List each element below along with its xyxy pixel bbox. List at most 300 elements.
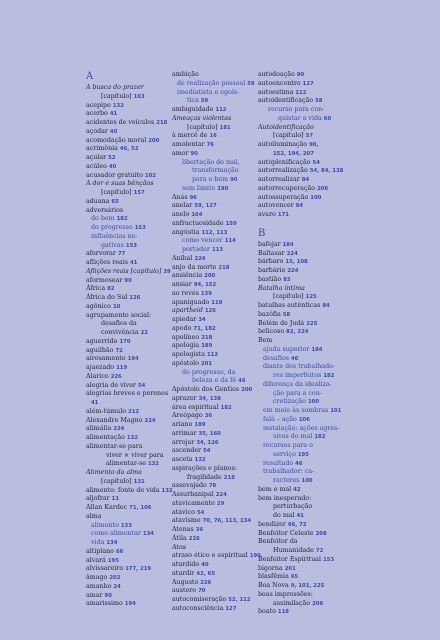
entry-term: recurso para con- bbox=[268, 106, 325, 113]
index-entry bbox=[258, 530, 362, 539]
entry-term: Aflições reais [capítulo] bbox=[86, 267, 162, 275]
page-number: 194 bbox=[124, 601, 136, 608]
index-entry bbox=[258, 495, 362, 504]
index-entry bbox=[86, 303, 184, 312]
index-entry bbox=[258, 124, 362, 133]
entry-term: angústia bbox=[172, 228, 200, 236]
page-number: 224 bbox=[215, 492, 227, 498]
entry-term: Baltasar bbox=[258, 249, 285, 257]
entry-term: agrupamento social: bbox=[86, 311, 152, 319]
page-number: 59 bbox=[200, 98, 209, 105]
entry-term: asceta bbox=[172, 456, 193, 463]
entry-term: diferença da idealiza- bbox=[263, 380, 332, 388]
page-number: 42, 65 bbox=[196, 570, 216, 577]
entry-term: acerbo bbox=[86, 110, 108, 118]
entry-term: sem limite bbox=[182, 184, 216, 192]
index-entry bbox=[258, 293, 362, 302]
page-number: 159 bbox=[225, 220, 237, 227]
page-number: 200 bbox=[241, 387, 253, 393]
page-number: 182 bbox=[220, 404, 232, 411]
entry-term: Benfeitor da bbox=[258, 538, 298, 546]
page-number: 39 bbox=[163, 268, 171, 275]
index-entry bbox=[86, 242, 184, 251]
entry-term: bárbaro bbox=[258, 258, 284, 266]
page-number: 15, 108 bbox=[285, 259, 308, 266]
index-entry bbox=[258, 276, 362, 285]
page-number: 132 bbox=[126, 435, 138, 441]
index-entry bbox=[86, 268, 184, 277]
entry-term: Autoidentificação bbox=[258, 123, 314, 131]
index-entry bbox=[86, 145, 184, 154]
entry-term: boas impressões: bbox=[258, 590, 313, 598]
entry-term: assimilação bbox=[273, 599, 311, 607]
index-column-3 bbox=[258, 71, 362, 617]
entry-term: apologista bbox=[172, 351, 205, 358]
entry-term: autodoação bbox=[258, 71, 295, 78]
entry-term: viver × viver para bbox=[106, 451, 164, 459]
page-number: 163 bbox=[133, 93, 145, 100]
section-letter-b: B bbox=[258, 227, 266, 239]
page-number: 182 bbox=[323, 373, 335, 379]
entry-term: Batalha íntima bbox=[258, 284, 305, 292]
index-entry bbox=[258, 71, 362, 80]
index-entry bbox=[86, 364, 184, 373]
index-entry bbox=[258, 486, 362, 495]
entry-term: afervorar bbox=[86, 250, 116, 258]
index-entry bbox=[86, 548, 184, 557]
entry-term: amar bbox=[86, 591, 103, 599]
entry-term: autorrealização bbox=[258, 167, 308, 175]
index-entry bbox=[86, 539, 184, 548]
index-entry bbox=[86, 277, 184, 286]
entry-term: A dor e suas bênçãos bbox=[86, 180, 154, 188]
index-entry bbox=[86, 294, 184, 303]
entry-term: desafios bbox=[263, 354, 289, 362]
entry-term: bendizer bbox=[258, 520, 286, 528]
page-number: 54, 84, 138 bbox=[309, 168, 344, 175]
page-number: 66 bbox=[115, 548, 124, 555]
entry-term: Atenas bbox=[172, 526, 194, 533]
page-number: 201 bbox=[200, 360, 213, 367]
page-number: 77 bbox=[117, 251, 126, 258]
index-entry bbox=[86, 425, 184, 434]
entry-term: ajaezado bbox=[86, 364, 115, 371]
entry-term: do progresso, da bbox=[182, 368, 236, 376]
page-number: 70 bbox=[198, 588, 206, 595]
entry-term: alvissareiro bbox=[86, 565, 124, 573]
entry-term: acepipe bbox=[86, 101, 111, 109]
page-number: 90 bbox=[230, 177, 238, 183]
page-number: 54 bbox=[312, 159, 320, 166]
entry-term: [capítulo] bbox=[273, 293, 304, 301]
entry-term: ao revés bbox=[172, 289, 199, 297]
entry-term: Boa Nova bbox=[258, 582, 289, 589]
page-number: 224 bbox=[287, 268, 299, 274]
entry-term: bazófia bbox=[258, 310, 281, 318]
entry-term: Benfeitor Celeste bbox=[258, 529, 314, 537]
index-entry bbox=[258, 582, 362, 591]
index-entry bbox=[258, 608, 362, 617]
page-number: 41 bbox=[296, 513, 304, 519]
index-entry bbox=[258, 302, 362, 311]
entry-term: transformação bbox=[192, 167, 239, 175]
page-number: 106 bbox=[298, 416, 310, 423]
page-number: 34, 126 bbox=[196, 439, 219, 446]
page-number: 226 bbox=[188, 535, 200, 542]
page-number: 90, bbox=[309, 142, 319, 148]
page-number: 194 bbox=[127, 356, 139, 363]
index-entry bbox=[258, 285, 362, 294]
entry-term: beleza e da fé bbox=[192, 377, 237, 385]
entry-term: airosamente bbox=[86, 355, 126, 363]
entry-term: açodar bbox=[86, 127, 108, 135]
page-number: 54 bbox=[203, 448, 211, 455]
index-entry bbox=[86, 574, 184, 583]
entry-term: arrojar bbox=[172, 438, 195, 446]
page-number: 208 bbox=[315, 530, 327, 537]
entry-term: aduana bbox=[86, 197, 110, 205]
entry-term: Anás bbox=[172, 193, 188, 201]
index-entry bbox=[86, 487, 184, 496]
entry-term: Alarico bbox=[86, 372, 109, 380]
index-entry bbox=[258, 159, 362, 168]
entry-term: África do Sul bbox=[86, 294, 128, 301]
index-entry bbox=[258, 390, 362, 399]
entry-term: falá – ação bbox=[263, 415, 297, 423]
page-number: 225 bbox=[306, 320, 318, 327]
index-entry bbox=[86, 312, 184, 321]
index-entry bbox=[86, 233, 184, 242]
page-number: 36 bbox=[204, 413, 213, 420]
page-number: 36 bbox=[195, 527, 204, 533]
entry-term: alegrias breves e perenes bbox=[86, 390, 169, 398]
index-entry bbox=[258, 202, 362, 211]
entry-term: apiedar bbox=[172, 316, 197, 323]
index-entry bbox=[86, 495, 184, 504]
page-number: 82, 224 bbox=[286, 329, 309, 336]
entry-term: [capítulo] bbox=[273, 132, 304, 140]
page-number: 134 bbox=[106, 540, 118, 546]
index-entry bbox=[258, 573, 362, 582]
index-entry bbox=[86, 102, 184, 111]
index-entry bbox=[86, 172, 184, 181]
entry-term: autoidentificação bbox=[258, 97, 314, 105]
index-entry bbox=[258, 106, 362, 115]
entry-term: racteres bbox=[273, 477, 300, 484]
index-entry bbox=[258, 132, 362, 141]
page-number: 65 bbox=[111, 198, 119, 205]
index-entry bbox=[258, 416, 362, 425]
index-entry bbox=[258, 398, 362, 407]
entry-term: Alimento da alma bbox=[86, 469, 142, 476]
entry-term: aspirações e planos: bbox=[172, 464, 237, 472]
index-column-1 bbox=[86, 71, 184, 609]
index-entry bbox=[86, 137, 184, 146]
index-entry bbox=[258, 538, 362, 547]
entry-term: apolíneo bbox=[172, 333, 200, 341]
entry-term: do mal bbox=[273, 512, 295, 519]
entry-term: Atos bbox=[172, 543, 186, 551]
index-entry bbox=[258, 355, 362, 364]
entry-term: fragilidade bbox=[187, 473, 222, 481]
entry-term: cretização bbox=[273, 398, 306, 406]
page-number: 153 bbox=[134, 225, 146, 231]
entry-term: Augusto bbox=[172, 578, 199, 586]
index-entry bbox=[258, 451, 362, 460]
entry-term: aguerrido bbox=[86, 337, 118, 345]
entry-term: ajuda superior bbox=[263, 345, 310, 353]
page-number: 40 bbox=[201, 562, 209, 568]
page-number: 71, 182 bbox=[193, 325, 216, 332]
entry-term: alimentar-se para bbox=[86, 442, 143, 450]
page-number: 112 bbox=[295, 89, 307, 96]
entry-term: atavicamente bbox=[172, 499, 215, 507]
entry-term: autoiluminação bbox=[258, 141, 308, 148]
entry-term: como alimentar bbox=[91, 530, 141, 538]
index-entry bbox=[258, 167, 362, 176]
entry-term: Assurbanipal bbox=[172, 491, 214, 498]
index-entry bbox=[86, 452, 184, 461]
entry-term: ambição bbox=[172, 71, 199, 78]
page-number: 125 bbox=[305, 294, 317, 301]
page-number: 90 bbox=[296, 72, 305, 78]
entry-term: atávico bbox=[172, 508, 195, 516]
entry-term: atraso ético e espiritual bbox=[172, 552, 248, 560]
entry-term: [capítulo] bbox=[101, 477, 132, 485]
page-number: 200 bbox=[204, 273, 216, 280]
index-entry bbox=[86, 522, 184, 531]
page-number: 132 bbox=[112, 102, 124, 109]
index-entry bbox=[258, 442, 362, 451]
entry-term: autorrealizar bbox=[258, 176, 300, 183]
entry-term: Bem bbox=[258, 337, 273, 344]
index-entry bbox=[86, 119, 184, 128]
page-number: 195 bbox=[107, 557, 119, 564]
page-number: 112, 113 bbox=[201, 229, 228, 236]
entry-term: anelar bbox=[172, 202, 193, 210]
page-number: 70, 76, 113, 134 bbox=[202, 518, 252, 525]
page-number: 100 bbox=[301, 478, 313, 484]
entry-term: Apóstolo dos Gentios bbox=[172, 386, 240, 393]
entry-term: bem e mal bbox=[258, 485, 292, 493]
entry-term: sivas do mal bbox=[273, 433, 313, 441]
page-number: 40 bbox=[109, 128, 118, 135]
index-entry bbox=[258, 600, 362, 609]
index-entry bbox=[86, 592, 184, 601]
page-number: 182 bbox=[314, 434, 326, 441]
entry-term: A busca do prazer bbox=[86, 84, 144, 91]
page-number: 40 bbox=[108, 163, 117, 170]
index-entry bbox=[86, 382, 184, 391]
entry-term: resultado bbox=[263, 459, 294, 467]
index-entry bbox=[258, 250, 362, 259]
entry-term: avaro bbox=[258, 211, 276, 218]
index-entry bbox=[258, 346, 362, 355]
page-number: 226 bbox=[200, 579, 212, 586]
entry-term: autocomiseração bbox=[172, 596, 227, 603]
index-entry bbox=[258, 337, 362, 346]
entry-term: recursos para o bbox=[263, 442, 313, 449]
page-number: 112 bbox=[215, 107, 227, 113]
index-entry bbox=[258, 150, 362, 159]
page-number: 34, 138 bbox=[198, 395, 221, 402]
entry-term: alegria de viver bbox=[86, 381, 136, 389]
page-number: 139 bbox=[200, 290, 212, 297]
page-number: 181 bbox=[219, 124, 231, 131]
page-number: 164 bbox=[191, 212, 203, 218]
entry-term: Benfeitor Espiritual bbox=[258, 555, 322, 563]
entry-term: África bbox=[86, 285, 106, 293]
entry-term: adversários bbox=[86, 206, 124, 214]
index-entry bbox=[86, 355, 184, 364]
page-number: 132 bbox=[161, 487, 173, 494]
index-entry bbox=[258, 556, 362, 565]
page-number: 224 bbox=[144, 417, 156, 424]
index-entry bbox=[86, 110, 184, 119]
index-entry bbox=[86, 583, 184, 592]
entry-term: alimentar-se bbox=[106, 460, 146, 468]
page-number: 72 bbox=[315, 548, 324, 554]
entry-term: autoplenificação bbox=[258, 158, 311, 166]
entry-term: amolentar bbox=[172, 141, 205, 148]
index-entry bbox=[86, 443, 184, 452]
entry-term: ambiguidade bbox=[172, 106, 214, 113]
entry-term: autoencontro bbox=[258, 79, 301, 87]
entry-term: aguilhão bbox=[86, 346, 114, 354]
page-number: 152, 194, 207 bbox=[273, 150, 314, 157]
entry-term: apaniguado bbox=[172, 298, 210, 306]
index-entry bbox=[86, 320, 184, 329]
page-number: 84 bbox=[295, 203, 304, 210]
entry-term: acúleo bbox=[86, 162, 107, 170]
index-entry bbox=[258, 503, 362, 512]
page-number: 60 bbox=[323, 115, 332, 122]
page-number: 41 bbox=[91, 400, 99, 406]
page-number: 42 bbox=[293, 486, 301, 493]
entry-term: acomodação moral bbox=[86, 136, 147, 144]
page-number: 66, 72 bbox=[287, 521, 307, 528]
index-entry bbox=[258, 80, 362, 89]
page-number: 126 bbox=[129, 295, 141, 301]
page-number: 224 bbox=[113, 426, 125, 433]
page-number: 11 bbox=[111, 496, 120, 503]
index-entry bbox=[86, 250, 184, 259]
page-number: 84 bbox=[301, 177, 310, 183]
page-number: 84 bbox=[322, 303, 330, 309]
page-number: 132 bbox=[194, 457, 206, 463]
page-number: 201 bbox=[284, 565, 296, 572]
index-entry bbox=[86, 285, 184, 294]
page-number: 100 bbox=[307, 399, 320, 406]
entry-term: ansiência bbox=[172, 272, 203, 280]
page-number: 100 bbox=[310, 194, 322, 201]
entry-term: apartheid bbox=[172, 307, 203, 315]
section-gap bbox=[258, 220, 362, 228]
entry-term: área espiritual bbox=[172, 403, 219, 411]
index-entry bbox=[258, 363, 362, 372]
page-number: 52 bbox=[108, 155, 116, 161]
entry-term: diante dos trabalhado- bbox=[263, 363, 336, 371]
page-number: 170 bbox=[119, 338, 131, 345]
entry-term: âmago bbox=[86, 574, 108, 581]
index-entry bbox=[86, 513, 184, 522]
page-number: 153 bbox=[125, 242, 137, 249]
entry-term: alvará bbox=[86, 556, 106, 564]
page-number: 58 bbox=[282, 311, 291, 318]
index-entry bbox=[258, 328, 362, 337]
page-number: 218 bbox=[223, 474, 235, 481]
entry-term: acrimônia bbox=[86, 145, 118, 153]
entry-term: aflições reais bbox=[86, 259, 128, 266]
entry-term: bigorna bbox=[258, 564, 283, 572]
page-number: 153 bbox=[323, 556, 335, 563]
index-entry bbox=[86, 93, 184, 102]
entry-term: instalação: ações agres- bbox=[263, 424, 340, 432]
page-number: 206 bbox=[317, 185, 329, 192]
index-entry bbox=[258, 477, 362, 486]
entry-term: do progresso bbox=[91, 224, 133, 231]
entry-term: blasfêmia bbox=[258, 573, 289, 581]
entry-term: serviço bbox=[273, 450, 296, 458]
entry-term: batalhas autênticas bbox=[258, 302, 321, 309]
page-number: 202 bbox=[109, 575, 121, 581]
entry-term: apodo bbox=[172, 324, 192, 332]
entry-term: vida bbox=[91, 539, 105, 546]
entry-term: em meio às sombras bbox=[263, 407, 329, 414]
page-number: 112 bbox=[206, 352, 219, 358]
index-entry bbox=[258, 267, 362, 276]
entry-term: autoestima bbox=[258, 88, 294, 96]
entry-term: açular bbox=[86, 154, 107, 161]
entry-term: do bem bbox=[91, 215, 115, 223]
index-entry bbox=[258, 372, 362, 381]
index-entry bbox=[86, 373, 184, 382]
index-entry bbox=[258, 311, 362, 320]
entry-term: assevajado bbox=[172, 482, 207, 490]
entry-term: atavismo bbox=[172, 517, 201, 525]
entry-term: anelo bbox=[172, 211, 190, 218]
page-number: 90 bbox=[190, 150, 198, 157]
index-entry bbox=[86, 478, 184, 487]
page-number: 76 bbox=[206, 142, 214, 148]
page-number: 54 bbox=[137, 382, 146, 389]
page-number: 65 bbox=[290, 574, 299, 581]
entry-term: Átila bbox=[172, 534, 187, 542]
page-number: 177, 219 bbox=[125, 566, 152, 573]
entry-term: aturdido bbox=[172, 561, 200, 568]
entry-term: alma bbox=[86, 512, 102, 520]
page-number: 190 bbox=[249, 553, 261, 560]
page-number: 35, 160 bbox=[198, 430, 221, 437]
entry-term: influências ne- bbox=[91, 232, 138, 240]
entry-term: ansiar bbox=[172, 281, 192, 288]
page-number: 96 bbox=[189, 194, 197, 201]
page-number: 132 bbox=[147, 461, 159, 468]
index-entry bbox=[258, 468, 362, 477]
entry-term: bem inesperado: bbox=[258, 494, 312, 502]
index-entry bbox=[86, 338, 184, 347]
index-entry bbox=[258, 211, 362, 220]
entry-term: aturdir bbox=[172, 569, 195, 577]
index-entry bbox=[258, 381, 362, 390]
entry-term: anjo da morte bbox=[172, 263, 217, 271]
entry-term: Areópago bbox=[172, 412, 203, 420]
entry-term: além-túmulo bbox=[86, 407, 127, 415]
entry-term: Alexandre Magno bbox=[86, 416, 143, 424]
index-entry bbox=[258, 176, 362, 185]
index-entry bbox=[86, 530, 184, 539]
page-number: 46 bbox=[295, 460, 303, 467]
